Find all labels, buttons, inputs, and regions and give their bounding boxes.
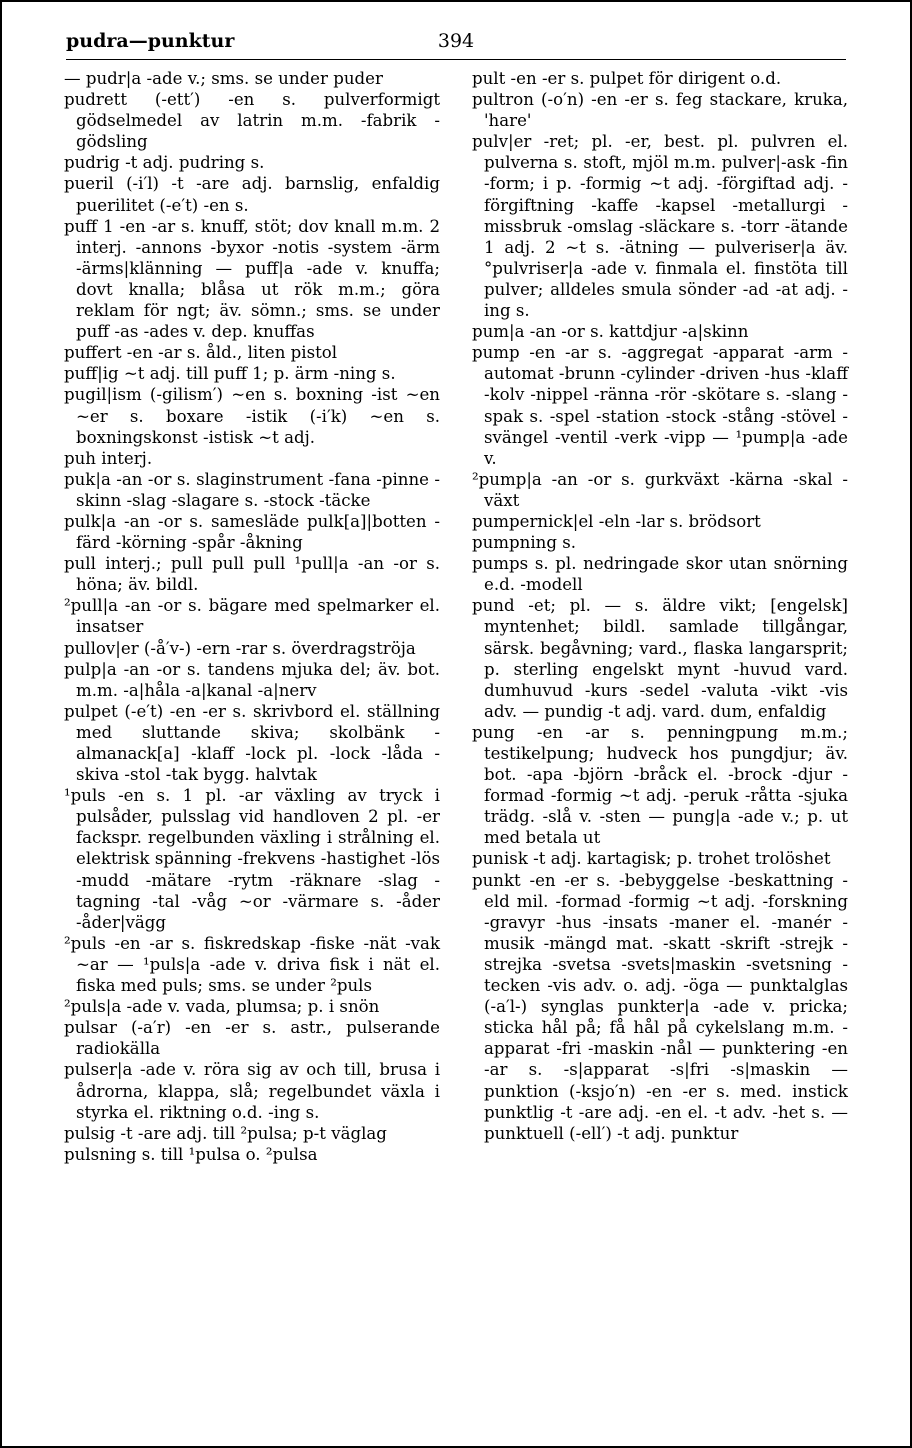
header-rule [66,59,846,60]
left-column [64,68,440,1165]
right-column [472,68,848,1144]
dictionary-entry: pum|a -an -or s. kattdjur -a|skinn [472,322,749,342]
dictionary-entry: pulser|a -ade v. röra sig av och till, brusa i ådrorna, klappa, slå; regelbundet växla i styrka el. riktning o.d. -ing s. [64,1060,440,1122]
dictionary-entry: pulpet (-e′t) -en -er s. skrivbord el. ställning med sluttande skiva; skolbänk -almanack[a] -klaff -lock pl. -lock -låda -skiva -stol -tak bygg. halvtak [64,701,440,785]
dictionary-entry: puk|a -an -or s. slaginstrument -fana -pinne -skinn -slag -slagare s. -stock -täcke [64,469,440,510]
dictionary-entry: ²puls -en -ar s. fiskredskap -fiske -nät -vak ~ar — ¹puls|a -ade v. driva fisk i nät el. fiska med puls; sms. se under ²puls [64,933,440,996]
dictionary-entry: ²pump|a -an -or s. gurkväxt -kärna -skal -växt [472,469,848,510]
dictionary-entry: pump -en -ar s. -aggregat -apparat -arm -automat -brunn -cylinder -driven -hus -klaff -kolv -nippel -ränna -rör -skötare s. -slang -spak s. -spel -station -stock -stång -stövel -svängel -ventil -verk -vipp — ¹pump|a -ade v. [472,343,848,468]
dictionary-entry: — pudr|a -ade v.; sms. se under puder [64,69,383,88]
dictionary-entry: pung -en -ar s. penningpung m.m.; testikelpung; hudveck hos pungdjur; äv. bot. -apa -björn -bråck el. -brock -djur -formad -formig ~t adj. -peruk -råtta -sjuka trädg. -slå v. -sten — pung|a -ade v.; p. ut med betala ut [472,722,848,848]
dictionary-entry: pumpernick|el -eln -lar s. brödsort [472,511,761,531]
dictionary-entry: pulv|er -ret; pl. -er, best. pl. pulvren el. pulverna s. stoft, mjöl m.m. pulver|-ask -fin -form; i p. -formig ~t adj. -förgiftad adj. -förgiftning -kaffe -kapsel -metallurgi -missbruk -omslag -släckare s. -torr -ätande 1 adj. 2 ~t s. -ätning — pulveriser|a äv. °pulvriser|a -ade v. finmala el. finstöta till pulver; alldeles smula sönder -ad -at adj. -ing s. [472,132,848,321]
dictionary-entry: puff|ig ~t adj. till puff 1; p. ärm -ning s. [64,364,396,384]
dictionary-entry: pulsar (-a′r) -en -er s. astr., pulserande radiokälla [64,1018,440,1059]
dictionary-entry: pugil|ism (-gilism′) ~en s. boxning -ist ~en ~er s. boxare -istik (-i′k) ~en s. boxningskonst -istisk ~t adj. [64,385,440,447]
dictionary-entry: puh interj. [64,448,153,468]
dictionary-entry: pull interj.; pull pull pull ¹pull|a -an -or s. höna; äv. bildl. [64,554,440,595]
guide-words: pudra—punktur [66,30,235,52]
dictionary-entry: punisk -t adj. kartagisk; p. trohet trolöshet [472,849,831,869]
dictionary-entry: pudrett (-ett′) -en s. pulverformigt gödselmedel av latrin m.m. -fabrik -gödsling [64,90,440,152]
dictionary-entry: pult -en -er s. pulpet för dirigent o.d. [472,69,782,88]
dictionary-entry: pudrig -t adj. pudring s. [64,153,265,173]
dictionary-entry: ²pull|a -an -or s. bägare med spelmarker el. insatser [64,596,440,637]
dictionary-entry: pulp|a -an -or s. tandens mjuka del; äv. bot. m.m. -a|håla -a|kanal -a|nerv [64,659,440,700]
dictionary-entry: ¹puls -en s. 1 pl. -ar växling av tryck i pulsåder, pulsslag vid handloven 2 pl. -er fackspr. regelbunden växling i strålning el. elektrisk spänning -frekvens -hastighet -lös -mudd -mätare -rytm -räknare -slag -tagning -tal -våg ~or -värmare s. -åder -åder|vägg [64,786,440,932]
dictionary-entry: puff 1 -en -ar s. knuff, stöt; dov knall m.m. 2 interj. -annons -byxor -notis -system -ärm -ärms|klänning — puff|a -ade v. knuffa; dovt knalla; blåsa ut rök m.m.; göra reklam för ngt; äv. sömn.; sms. se under puff -as -ades v. dep. knuffas [64,216,440,342]
dictionary-entry: pund -et; pl. — s. äldre vikt; [engelsk] myntenhet; bildl. samlade tillgångar, särsk. begåvning; vard., flaska langarsprit; p. sterling engelskt mynt -huvud vard. dumhuvud -kurs -sedel -valuta -vikt -vis adv. — pundig -t adj. vard. dum, enfaldig [472,596,848,721]
dictionary-entry: pueril (-i′l) -t -are adj. barnslig, enfaldig puerilitet (-e′t) -en s. [64,174,440,215]
dictionary-entry: puffert -en -ar s. åld., liten pistol [64,343,338,363]
dictionary-entry: pultron (-o′n) -en -er s. feg stackare, kruka, 'hare' [472,90,848,131]
dictionary-entry: pumps s. pl. nedringade skor utan snörning e.d. -modell [472,554,848,595]
dictionary-entry: punkt -en -er s. -bebyggelse -beskattning -eld mil. -formad -formig ~t adj. -forskning -gravyr -hus -insats -maner el. -manér -musik -mängd mat. -skatt -skrift -strejk -strejka -svetsa -svets|maskin -svetsning -tecken -vis adv. o. adj. -öga — punktalglas (-a′l-) synglas punkter|a -ade v. pricka; sticka hål på; få hål på cykelslang m.m. -apparat -fri -maskin -nål — punktering -en -ar s. -s|apparat -s|fri -s|maskin — punktion (-ksjo′n) -en -er s. med. instick punktlig -t -are adj. -en el. -t adv. -het s. — punktuell (-ell′) -t adj. punktur [472,870,848,1143]
page-header [66,30,846,60]
dictionary-entry: pulsning s. till ¹pulsa o. ²pulsa [64,1144,318,1164]
dictionary-entry: pulk|a -an -or s. samesläde pulk[a]|botten -färd -körning -spår -åkning [64,511,440,553]
page-number: 394 [437,30,475,52]
dictionary-entry: pumpning s. [472,533,577,553]
dictionary-entry: pullov|er (-å′v-) -ern -rar s. överdragströja [64,638,416,658]
dictionary-entry: pulsig -t -are adj. till ²pulsa; p-t väglag [64,1123,387,1143]
dictionary-entry: ²puls|a -ade v. vada, plumsa; p. i snön [64,997,380,1017]
